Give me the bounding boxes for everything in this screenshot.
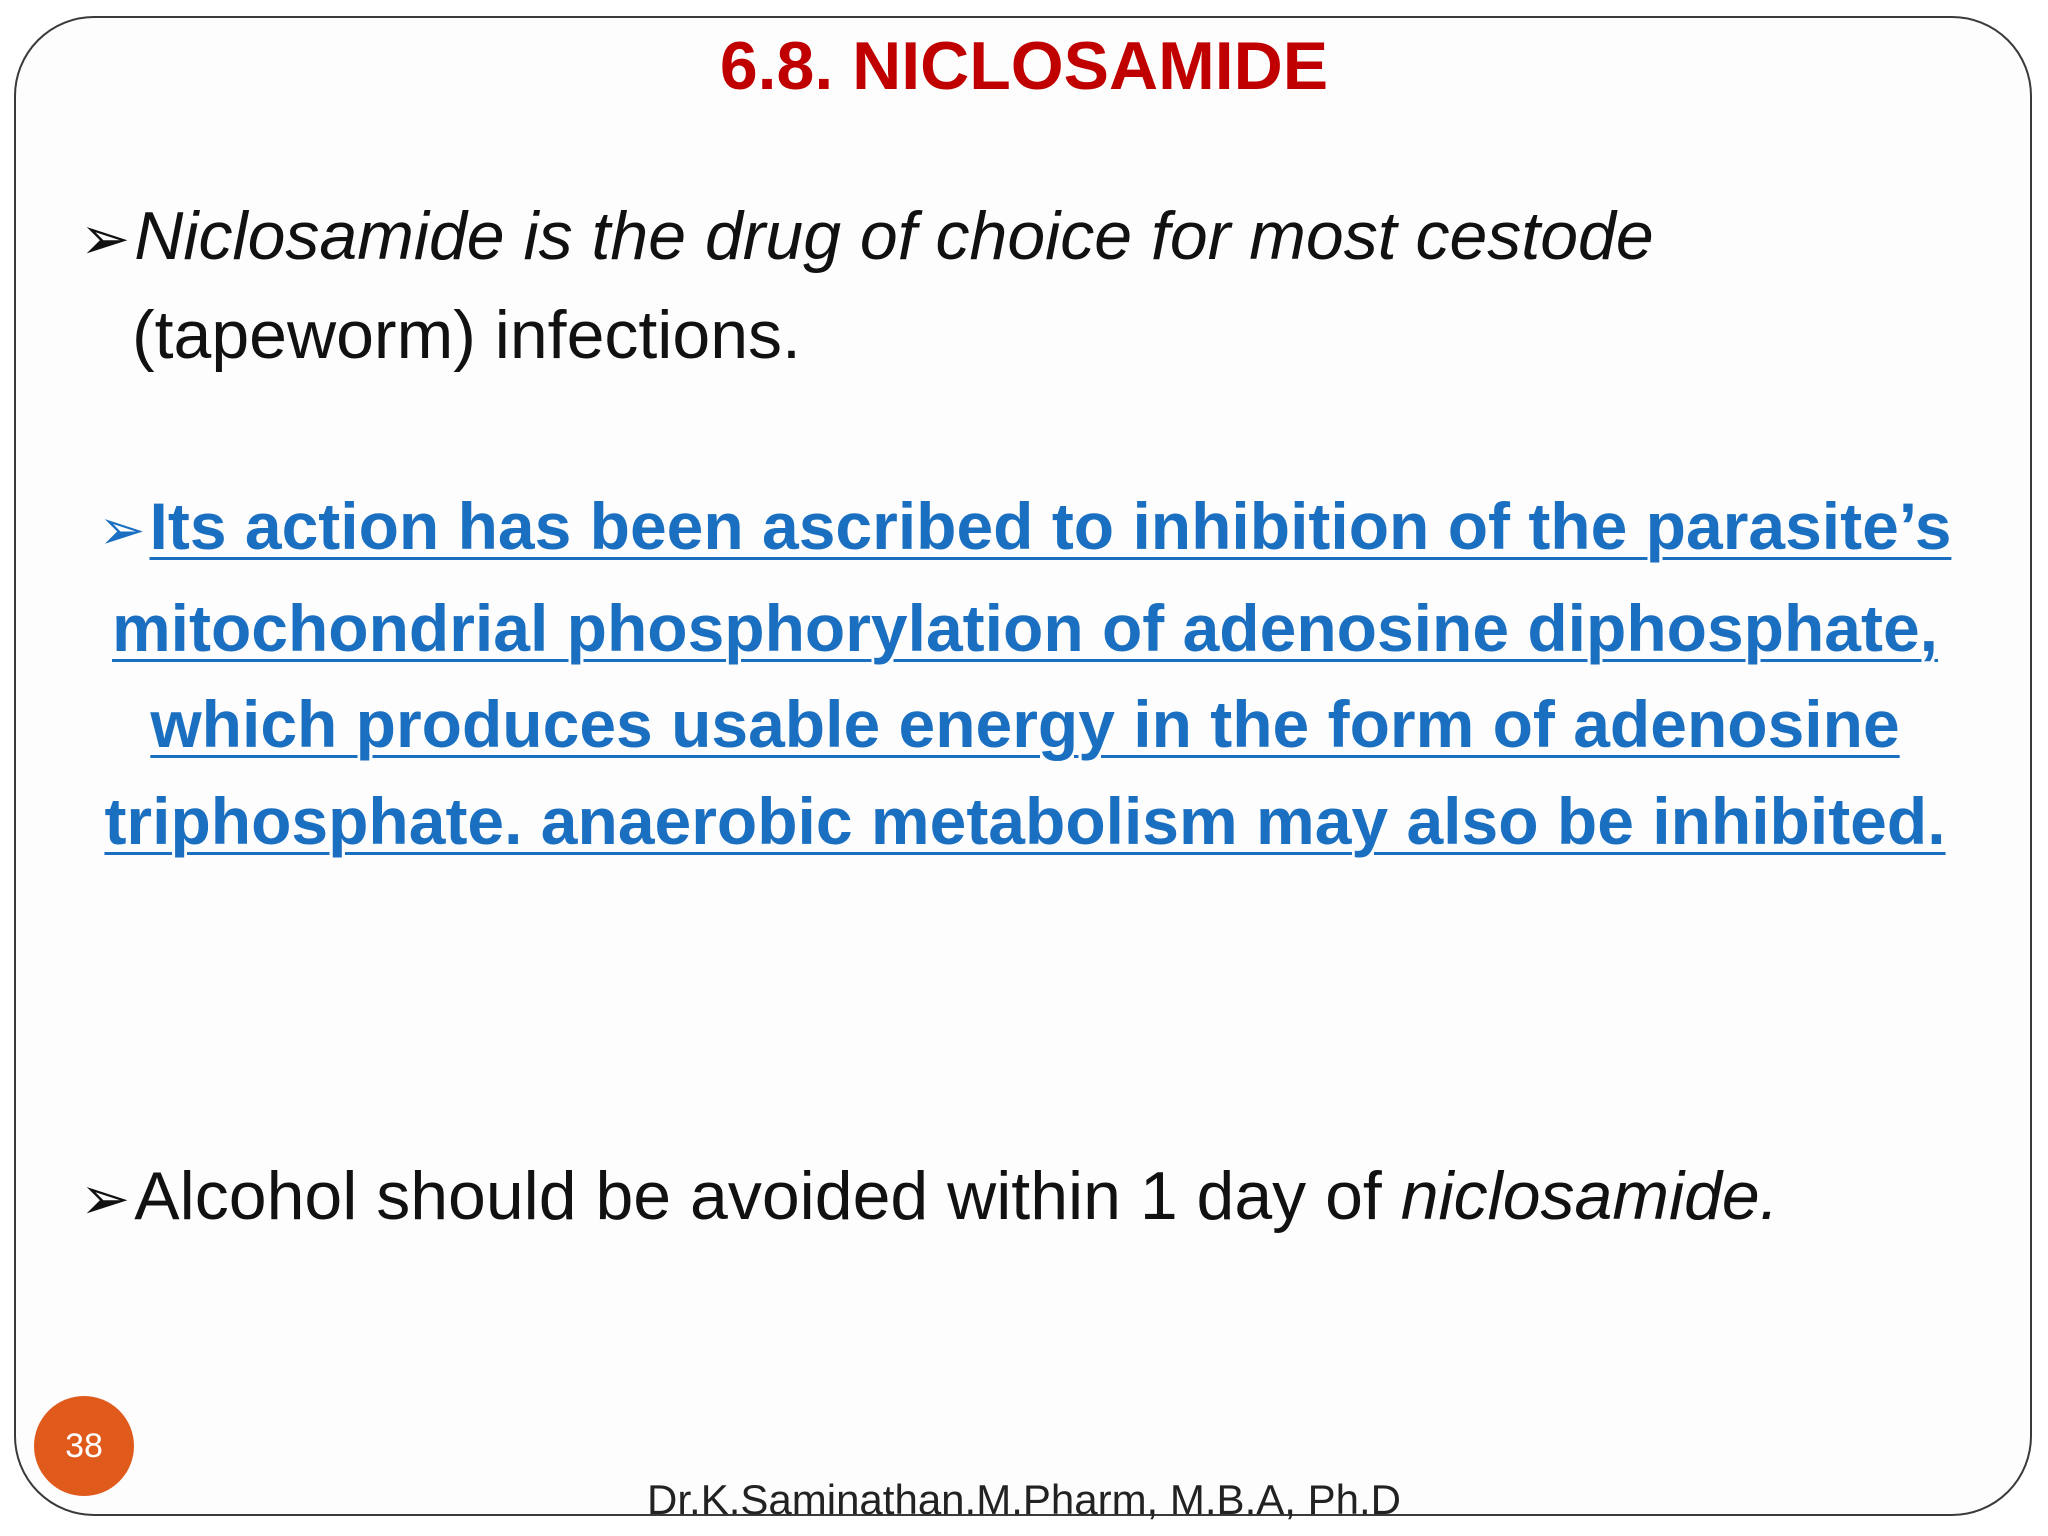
arrow-bullet-icon: ➢	[80, 1164, 131, 1234]
arrow-bullet-icon: ➢	[80, 204, 131, 274]
arrow-bullet-icon: ➢	[98, 498, 146, 563]
bullet-drug-of-choice-text: Niclosamide is the drug of choice for most cestode	[134, 198, 1654, 274]
slide-title: 6.8. NICLOSAMIDE	[719, 28, 1329, 104]
footer-author: Dr.K.Saminathan.M.Pharm, M.B.A, Ph.D	[647, 1476, 1401, 1523]
mechanism-link-text[interactable]: Its action has been ascribed to inhibition of the parasite’s mitochondrial phosphorylation of adenosine diphosphate, which produces usable energy in the form of adenosine triphosphate. anaerobic metabolism may also be inhibited.	[104, 489, 1952, 858]
bullet-mechanism-of-action[interactable]	[90, 478, 1960, 869]
bullet-alcohol-warning-text: Alcohol should be avoided within 1 day of	[134, 1158, 1401, 1234]
bullet-alcohol-warning	[80, 1148, 1960, 1247]
bullet-alcohol-warning-drug: niclosamide.	[1400, 1158, 1779, 1234]
slide-number-badge: 38	[34, 1396, 134, 1496]
bullet-drug-of-choice	[80, 188, 1960, 383]
bullet-drug-of-choice-continuation: (tapeworm) infections.	[132, 297, 801, 373]
